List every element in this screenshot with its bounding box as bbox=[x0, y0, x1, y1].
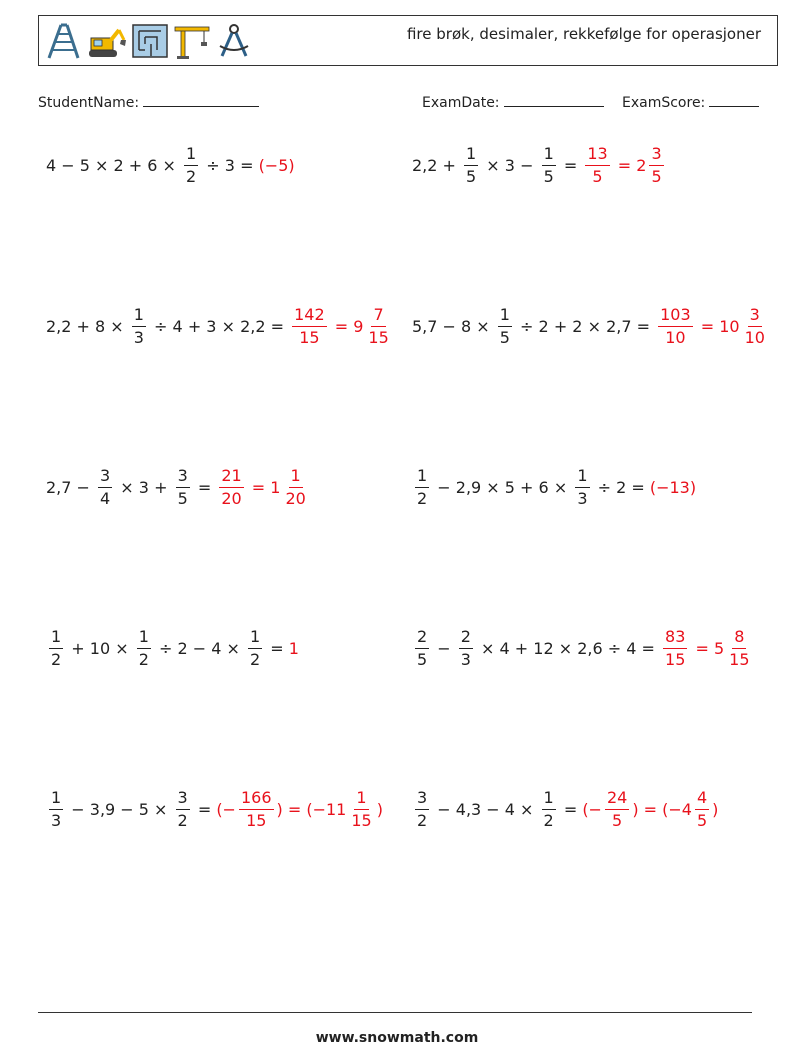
expression-fraction bbox=[49, 628, 63, 669]
denominator: 10 bbox=[665, 328, 686, 347]
denominator: 10 bbox=[744, 328, 765, 347]
denominator: 5 bbox=[696, 811, 708, 830]
expression-text: − 3,9 − 5 × bbox=[66, 800, 173, 819]
problem-expression bbox=[46, 467, 216, 508]
denominator: 20 bbox=[285, 489, 306, 508]
numerator: 1 bbox=[49, 628, 63, 649]
expression-text: = bbox=[192, 478, 217, 497]
footer-divider bbox=[38, 1012, 752, 1013]
answer-fraction bbox=[727, 628, 751, 669]
problem-answer bbox=[216, 789, 383, 830]
answer-fraction bbox=[695, 789, 709, 830]
denominator: 5 bbox=[612, 811, 623, 830]
expression-fraction bbox=[137, 628, 151, 669]
answer-fraction bbox=[366, 306, 390, 347]
excavator-icon bbox=[85, 22, 127, 60]
denominator: 2 bbox=[51, 650, 62, 669]
denominator: 2 bbox=[417, 489, 428, 508]
denominator: 15 bbox=[351, 811, 372, 830]
numerator: 21 bbox=[219, 467, 243, 488]
answer-text: (−13) bbox=[649, 478, 697, 497]
answer-fraction bbox=[605, 789, 629, 830]
crane-icon bbox=[173, 22, 211, 60]
problem-expression bbox=[46, 145, 259, 186]
answer-text: ) bbox=[712, 800, 719, 819]
numerator: 1 bbox=[542, 145, 556, 166]
problem-answer bbox=[650, 478, 696, 497]
expression-text: − 2,9 × 5 + 6 × bbox=[432, 478, 573, 497]
numerator: 2 bbox=[459, 628, 473, 649]
problem-2 bbox=[412, 145, 667, 186]
problem-expression bbox=[46, 789, 216, 830]
denominator: 2 bbox=[543, 811, 554, 830]
denominator: 3 bbox=[133, 328, 144, 347]
expression-text: ÷ 3 = bbox=[201, 156, 259, 175]
expression-text: = bbox=[192, 800, 217, 819]
denominator: 15 bbox=[729, 650, 750, 669]
problem-expression bbox=[46, 306, 289, 347]
answer-fraction bbox=[663, 628, 687, 669]
problem-expression bbox=[412, 306, 655, 347]
student-name-field bbox=[38, 93, 259, 111]
expression-fraction bbox=[542, 789, 556, 830]
numerator: 4 bbox=[695, 789, 709, 810]
numerator: 1 bbox=[132, 306, 146, 327]
expression-text: × 4 + 12 × 2,6 ÷ 4 = bbox=[475, 639, 661, 658]
numerator: 13 bbox=[585, 145, 609, 166]
denominator: 15 bbox=[665, 650, 686, 669]
expression-fraction bbox=[176, 789, 190, 830]
numerator: 83 bbox=[663, 628, 687, 649]
answer-text: ) = (−11 bbox=[276, 800, 347, 819]
answer-text: ) = (−4 bbox=[632, 800, 692, 819]
answer-fraction bbox=[219, 467, 243, 508]
answer-fraction bbox=[283, 467, 307, 508]
denominator: 5 bbox=[592, 167, 603, 186]
expression-text: = bbox=[265, 639, 289, 658]
problem-answer bbox=[289, 639, 299, 658]
answer-text: = 1 bbox=[246, 478, 281, 497]
header-icons bbox=[45, 22, 253, 62]
expression-fraction bbox=[132, 306, 146, 347]
expression-fraction bbox=[98, 467, 112, 508]
answer-text: = 10 bbox=[695, 317, 740, 336]
problem-8 bbox=[412, 628, 755, 669]
numerator: 8 bbox=[732, 628, 746, 649]
exam-score-field bbox=[622, 93, 759, 111]
numerator: 3 bbox=[415, 789, 429, 810]
problem-expression bbox=[46, 628, 289, 669]
answer-fraction bbox=[658, 306, 693, 347]
expression-text: − 4,3 − 4 × bbox=[432, 800, 539, 819]
expression-fraction bbox=[464, 145, 478, 186]
answer-text: = 5 bbox=[690, 639, 725, 658]
problem-answer bbox=[259, 156, 295, 175]
numerator: 142 bbox=[292, 306, 327, 327]
numerator: 1 bbox=[49, 789, 63, 810]
problem-3 bbox=[46, 306, 394, 347]
answer-text: (− bbox=[582, 800, 602, 819]
problem-expression bbox=[412, 145, 582, 186]
compass-icon bbox=[215, 22, 253, 60]
exam-date-blank[interactable] bbox=[504, 93, 604, 107]
expression-text: ÷ 2 = bbox=[592, 478, 650, 497]
numerator: 1 bbox=[464, 145, 478, 166]
expression-fraction bbox=[415, 628, 429, 669]
expression-text: ÷ 2 − 4 × bbox=[153, 639, 245, 658]
exam-score-label: ExamScore: bbox=[622, 95, 706, 111]
problem-answer bbox=[660, 628, 754, 669]
answer-text: ) bbox=[376, 800, 383, 819]
denominator: 5 bbox=[651, 167, 662, 186]
answer-fraction bbox=[585, 145, 609, 186]
numerator: 3 bbox=[649, 145, 663, 166]
numerator: 7 bbox=[371, 306, 385, 327]
exam-score-blank[interactable] bbox=[709, 93, 759, 107]
problem-answer bbox=[582, 145, 666, 186]
expression-text: × 3 + bbox=[115, 478, 173, 497]
expression-text: × 3 − bbox=[481, 156, 539, 175]
numerator: 24 bbox=[605, 789, 629, 810]
numerator: 103 bbox=[658, 306, 693, 327]
ladder-icon bbox=[45, 22, 81, 60]
maze-icon bbox=[131, 22, 169, 60]
expression-fraction bbox=[415, 789, 429, 830]
numerator: 1 bbox=[289, 467, 303, 488]
numerator: 1 bbox=[542, 789, 556, 810]
answer-text: = 2 bbox=[612, 156, 647, 175]
expression-text: − bbox=[432, 639, 456, 658]
expression-fraction bbox=[248, 628, 262, 669]
expression-text: ÷ 4 + 3 × 2,2 = bbox=[148, 317, 290, 336]
expression-fraction bbox=[459, 628, 473, 669]
denominator: 5 bbox=[543, 167, 554, 186]
denominator: 15 bbox=[246, 811, 267, 830]
expression-fraction bbox=[415, 467, 429, 508]
expression-text: 5,7 − 8 × bbox=[412, 317, 495, 336]
problem-answer bbox=[655, 306, 770, 347]
answer-fraction bbox=[743, 306, 767, 347]
answer-fraction bbox=[349, 789, 373, 830]
denominator: 4 bbox=[100, 489, 111, 508]
problem-9 bbox=[46, 789, 383, 830]
denominator: 5 bbox=[466, 167, 477, 186]
worksheet-header bbox=[38, 15, 778, 66]
expression-text: + 10 × bbox=[66, 639, 134, 658]
worksheet-title: fire brøk, desimaler, rekkefølge for operasjoner bbox=[406, 25, 762, 43]
expression-text: 2,7 − bbox=[46, 478, 96, 497]
expression-text: 4 − 5 × 2 + 6 × bbox=[46, 156, 182, 175]
student-name-blank[interactable] bbox=[143, 93, 259, 107]
denominator: 5 bbox=[499, 328, 510, 347]
denominator: 3 bbox=[577, 489, 588, 508]
expression-text: = bbox=[558, 156, 583, 175]
expression-fraction bbox=[176, 467, 190, 508]
problem-5 bbox=[46, 467, 311, 508]
problem-1 bbox=[46, 145, 295, 186]
expression-text: = bbox=[558, 800, 583, 819]
answer-fraction bbox=[292, 306, 327, 347]
answer-text: = 9 bbox=[329, 317, 364, 336]
expression-text: ÷ 2 + 2 × 2,7 = bbox=[514, 317, 656, 336]
expression-fraction bbox=[184, 145, 198, 186]
denominator: 2 bbox=[186, 167, 197, 186]
denominator: 15 bbox=[299, 328, 320, 347]
exam-date-label: ExamDate: bbox=[422, 95, 500, 111]
problem-answer bbox=[216, 467, 310, 508]
problem-7 bbox=[46, 628, 299, 669]
exam-date-field bbox=[422, 93, 604, 111]
answer-text: (−5) bbox=[258, 156, 295, 175]
denominator: 5 bbox=[417, 650, 428, 669]
expression-fraction bbox=[498, 306, 512, 347]
answer-text: 1 bbox=[288, 639, 299, 658]
numerator: 1 bbox=[248, 628, 262, 649]
answer-fraction bbox=[649, 145, 663, 186]
numerator: 3 bbox=[748, 306, 762, 327]
numerator: 1 bbox=[354, 789, 368, 810]
problem-answer bbox=[582, 789, 718, 830]
expression-fraction bbox=[49, 789, 63, 830]
denominator: 5 bbox=[177, 489, 188, 508]
numerator: 3 bbox=[98, 467, 112, 488]
problem-expression bbox=[412, 467, 650, 508]
numerator: 3 bbox=[176, 467, 190, 488]
numerator: 2 bbox=[415, 628, 429, 649]
footer-site[interactable]: www.snowmath.com bbox=[315, 1030, 479, 1046]
answer-text: (− bbox=[216, 800, 236, 819]
problem-expression bbox=[412, 628, 660, 669]
expression-fraction bbox=[542, 145, 556, 186]
denominator: 2 bbox=[177, 811, 188, 830]
problem-4 bbox=[412, 306, 770, 347]
numerator: 3 bbox=[176, 789, 190, 810]
answer-fraction bbox=[239, 789, 274, 830]
problem-6 bbox=[412, 467, 696, 508]
numerator: 1 bbox=[415, 467, 429, 488]
problem-expression bbox=[412, 789, 582, 830]
denominator: 3 bbox=[51, 811, 62, 830]
denominator: 20 bbox=[221, 489, 242, 508]
problem-answer bbox=[289, 306, 394, 347]
denominator: 3 bbox=[460, 650, 471, 669]
numerator: 1 bbox=[184, 145, 198, 166]
denominator: 2 bbox=[249, 650, 261, 669]
numerator: 1 bbox=[575, 467, 589, 488]
numerator: 1 bbox=[137, 628, 151, 649]
expression-fraction bbox=[575, 467, 589, 508]
student-name-label: StudentName: bbox=[38, 95, 140, 111]
numerator: 166 bbox=[239, 789, 274, 810]
numerator: 1 bbox=[498, 306, 512, 327]
expression-text: 2,2 + 8 × bbox=[46, 317, 129, 336]
denominator: 2 bbox=[417, 811, 428, 830]
problem-10 bbox=[412, 789, 718, 830]
denominator: 2 bbox=[138, 650, 149, 669]
expression-text: 2,2 + bbox=[412, 156, 462, 175]
denominator: 15 bbox=[368, 328, 389, 347]
